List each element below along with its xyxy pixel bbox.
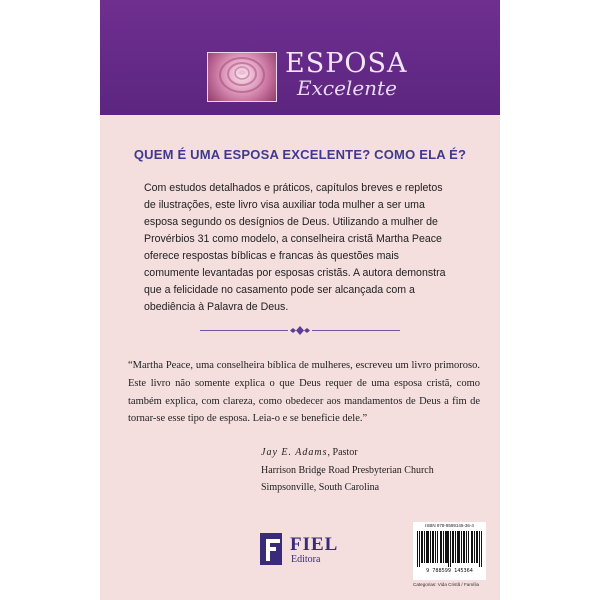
brand-title: ESPOSA [285, 48, 408, 79]
isbn-text: ISBN 978-8599145-36-4 [425, 523, 474, 528]
categories-text: Categorias: Vida Cristã / Família [413, 582, 480, 587]
diamond-ornament-icon [288, 325, 312, 336]
fiel-logo-icon [260, 533, 286, 567]
endorsement-quote: “Martha Peace, uma conselheira bíblica de mulheres, escreveu um livro primoroso. Este livro não somente explica o que Deus requer de uma esposa cristã, como também explica, com clareza, como obedecer aos mandamentos de Deus a fim de tornar-se esse tipo de esposa. Leia-o e se beneficie dele.” [128, 360, 480, 425]
book-back-cover [100, 0, 500, 600]
publisher-name: FIEL [290, 534, 339, 555]
cover-header [100, 0, 500, 115]
barcode-number: 9 788599 145364 [426, 568, 473, 574]
endorser-role: , Pastor [327, 447, 358, 458]
description-text: Com estudos detalhados e práticos, capítulos breves e repletos de ilustrações, este livro visa auxiliar toda mulher a ser uma esposa segundo os desígnios de Deus. Utilizando a mulher de Provérbios 31 como modelo, a conselheira cristã Martha Peace oferece respostas bíblicas e francas às questões mais comumente levantadas por esposas cristãs. A autora demonstra que a felicidade no casamento pode ser alcançada com a obediência à Palavra de Deus. [144, 182, 446, 313]
endorser-location: Simpsonville, South Carolina [261, 482, 380, 493]
endorsement-attribution [261, 444, 434, 497]
barcode [413, 522, 486, 580]
publisher-subtitle: Editora [291, 554, 321, 565]
attribution-line [261, 444, 434, 462]
publisher-logo [260, 533, 350, 573]
headline: QUEM É UMA ESPOSA EXCELENTE? COMO ELA É? [133, 147, 467, 162]
brand-subtitle: Excelente [297, 76, 397, 100]
barcode-bars-icon [417, 531, 482, 567]
rose-image [207, 52, 277, 102]
endorser-name: Jay E. Adams [261, 447, 328, 458]
endorser-church: Harrison Bridge Road Presbyterian Church [261, 464, 434, 476]
